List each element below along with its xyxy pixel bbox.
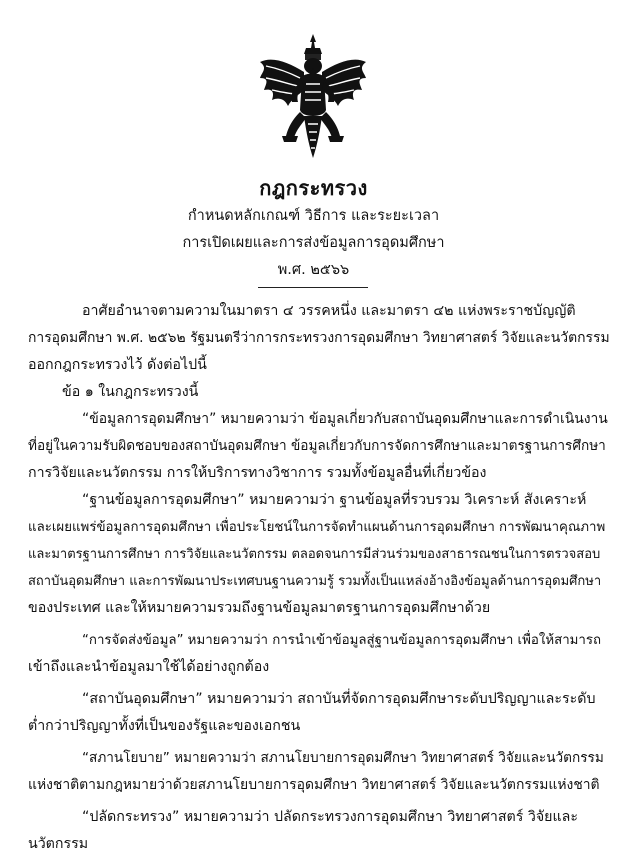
- definition-line: “สภานโยบาย” หมายความว่า สภานโยบายการอุดมศึกษา วิทยาศาสตร์ วิจัยและนวัตกรรม: [82, 750, 604, 766]
- definition-line: “การจัดส่งข้อมูล” หมายความว่า การนำเข้าข้อมูลสู่ฐานข้อมูลการอุดมศึกษา เพื่อให้สามารถ: [82, 633, 602, 648]
- definition-line: สถาบันอุดมศึกษา และการพัฒนาประเทศบนฐานความรู้ รวมทั้งเป็นแหล่งอ้างอิงข้อมูลด้านการอุดมศึกษา: [28, 574, 602, 589]
- definition-line: และเผยแพร่ข้อมูลการอุดมศึกษา เพื่อประโยชน์ในการจัดทำแผนด้านการอุดมศึกษา การพัฒนาคุณภาพ: [28, 520, 606, 535]
- definition-paragraph: [28, 627, 610, 681]
- definition-line: ต่ำกว่าปริญญาทั้งที่เป็นของรัฐและของเอกชน: [28, 718, 301, 734]
- clause-heading: [28, 379, 610, 406]
- definition-line: “ปลัดกระทรวง” หมายความว่า ปลัดกระทรวงการอุดมศึกษา วิทยาศาสตร์ วิจัยและ: [82, 809, 578, 825]
- document-title: กฎกระทรวง: [259, 176, 368, 200]
- title-divider: [258, 287, 368, 288]
- document-year: พ.ศ. ๒๕๖๖: [277, 262, 350, 278]
- definition-line: เข้าถึงและนำข้อมูลมาใช้ได้อย่างถูกต้อง: [28, 659, 270, 675]
- garuda-emblem-icon: [258, 32, 368, 160]
- document-body: [28, 298, 610, 858]
- definition-line: “ฐานข้อมูลการอุดมศึกษา” หมายความว่า ฐานข้อมูลที่รวบรวม วิเคราะห์ สังเคราะห์: [82, 492, 587, 508]
- definition-paragraph: [28, 487, 610, 622]
- preamble-line: ออกกฎกระทรวงไว้ ดังต่อไปนี้: [28, 357, 207, 373]
- definition-line: แห่งชาติตามกฎหมายว่าด้วยสภานโยบายการอุดมศึกษา วิทยาศาสตร์ วิจัยและนวัตกรรมแห่งชาติ: [28, 777, 600, 793]
- definition-paragraph: [28, 406, 610, 487]
- definition-line: ของประเทศ และให้หมายความรวมถึงฐานข้อมูลมาตรฐานการอุดมศึกษาด้วย: [28, 600, 491, 616]
- definition-line: และมาตรฐานการศึกษา การวิจัยและนวัตกรรม ตลอดจนการมีส่วนร่วมของสาธารณชนในการตรวจสอบ: [28, 547, 601, 562]
- definition-line: นวัตกรรม: [28, 836, 89, 852]
- definition-paragraph: [28, 686, 610, 740]
- clause-1-label: ข้อ ๑ ในกฎกระทรวงนี้: [62, 384, 199, 400]
- definition-line: ที่อยู่ในความรับผิดชอบของสถาบันอุดมศึกษา ข้อมูลเกี่ยวกับการจัดการศึกษาและมาตรฐานการศึกษา: [28, 438, 606, 454]
- preamble-line: การอุดมศึกษา พ.ศ. ๒๕๖๒ รัฐมนตรีว่าการกระทรวงการอุดมศึกษา วิทยาศาสตร์ วิจัยและนวัตกรรม: [28, 330, 610, 346]
- document-subtitle-2: การเปิดเผยและการส่งข้อมูลการอุดมศึกษา: [182, 235, 445, 251]
- preamble-paragraph: [28, 298, 610, 379]
- preamble-line: อาศัยอำนาจตามความในมาตรา ๔ วรรคหนึ่ง และมาตรา ๔๒ แห่งพระราชบัญญัติ: [82, 303, 576, 319]
- document-subtitle-1: กำหนดหลักเกณฑ์ วิธีการ และระยะเวลา: [187, 208, 440, 224]
- definition-paragraph: [28, 745, 610, 799]
- definition-paragraph: [28, 804, 610, 858]
- definition-line: การวิจัยและนวัตกรรม การให้บริการทางวิชาการ รวมทั้งข้อมูลอื่นที่เกี่ยวข้อง: [28, 465, 487, 481]
- definition-line: “สถาบันอุดมศึกษา” หมายความว่า สถาบันที่จัดการอุดมศึกษาระดับปริญญาและระดับ: [82, 691, 596, 707]
- definition-line: “ข้อมูลการอุดมศึกษา” หมายความว่า ข้อมูลเกี่ยวกับสถาบันอุดมศึกษาและการดำเนินงาน: [82, 411, 608, 427]
